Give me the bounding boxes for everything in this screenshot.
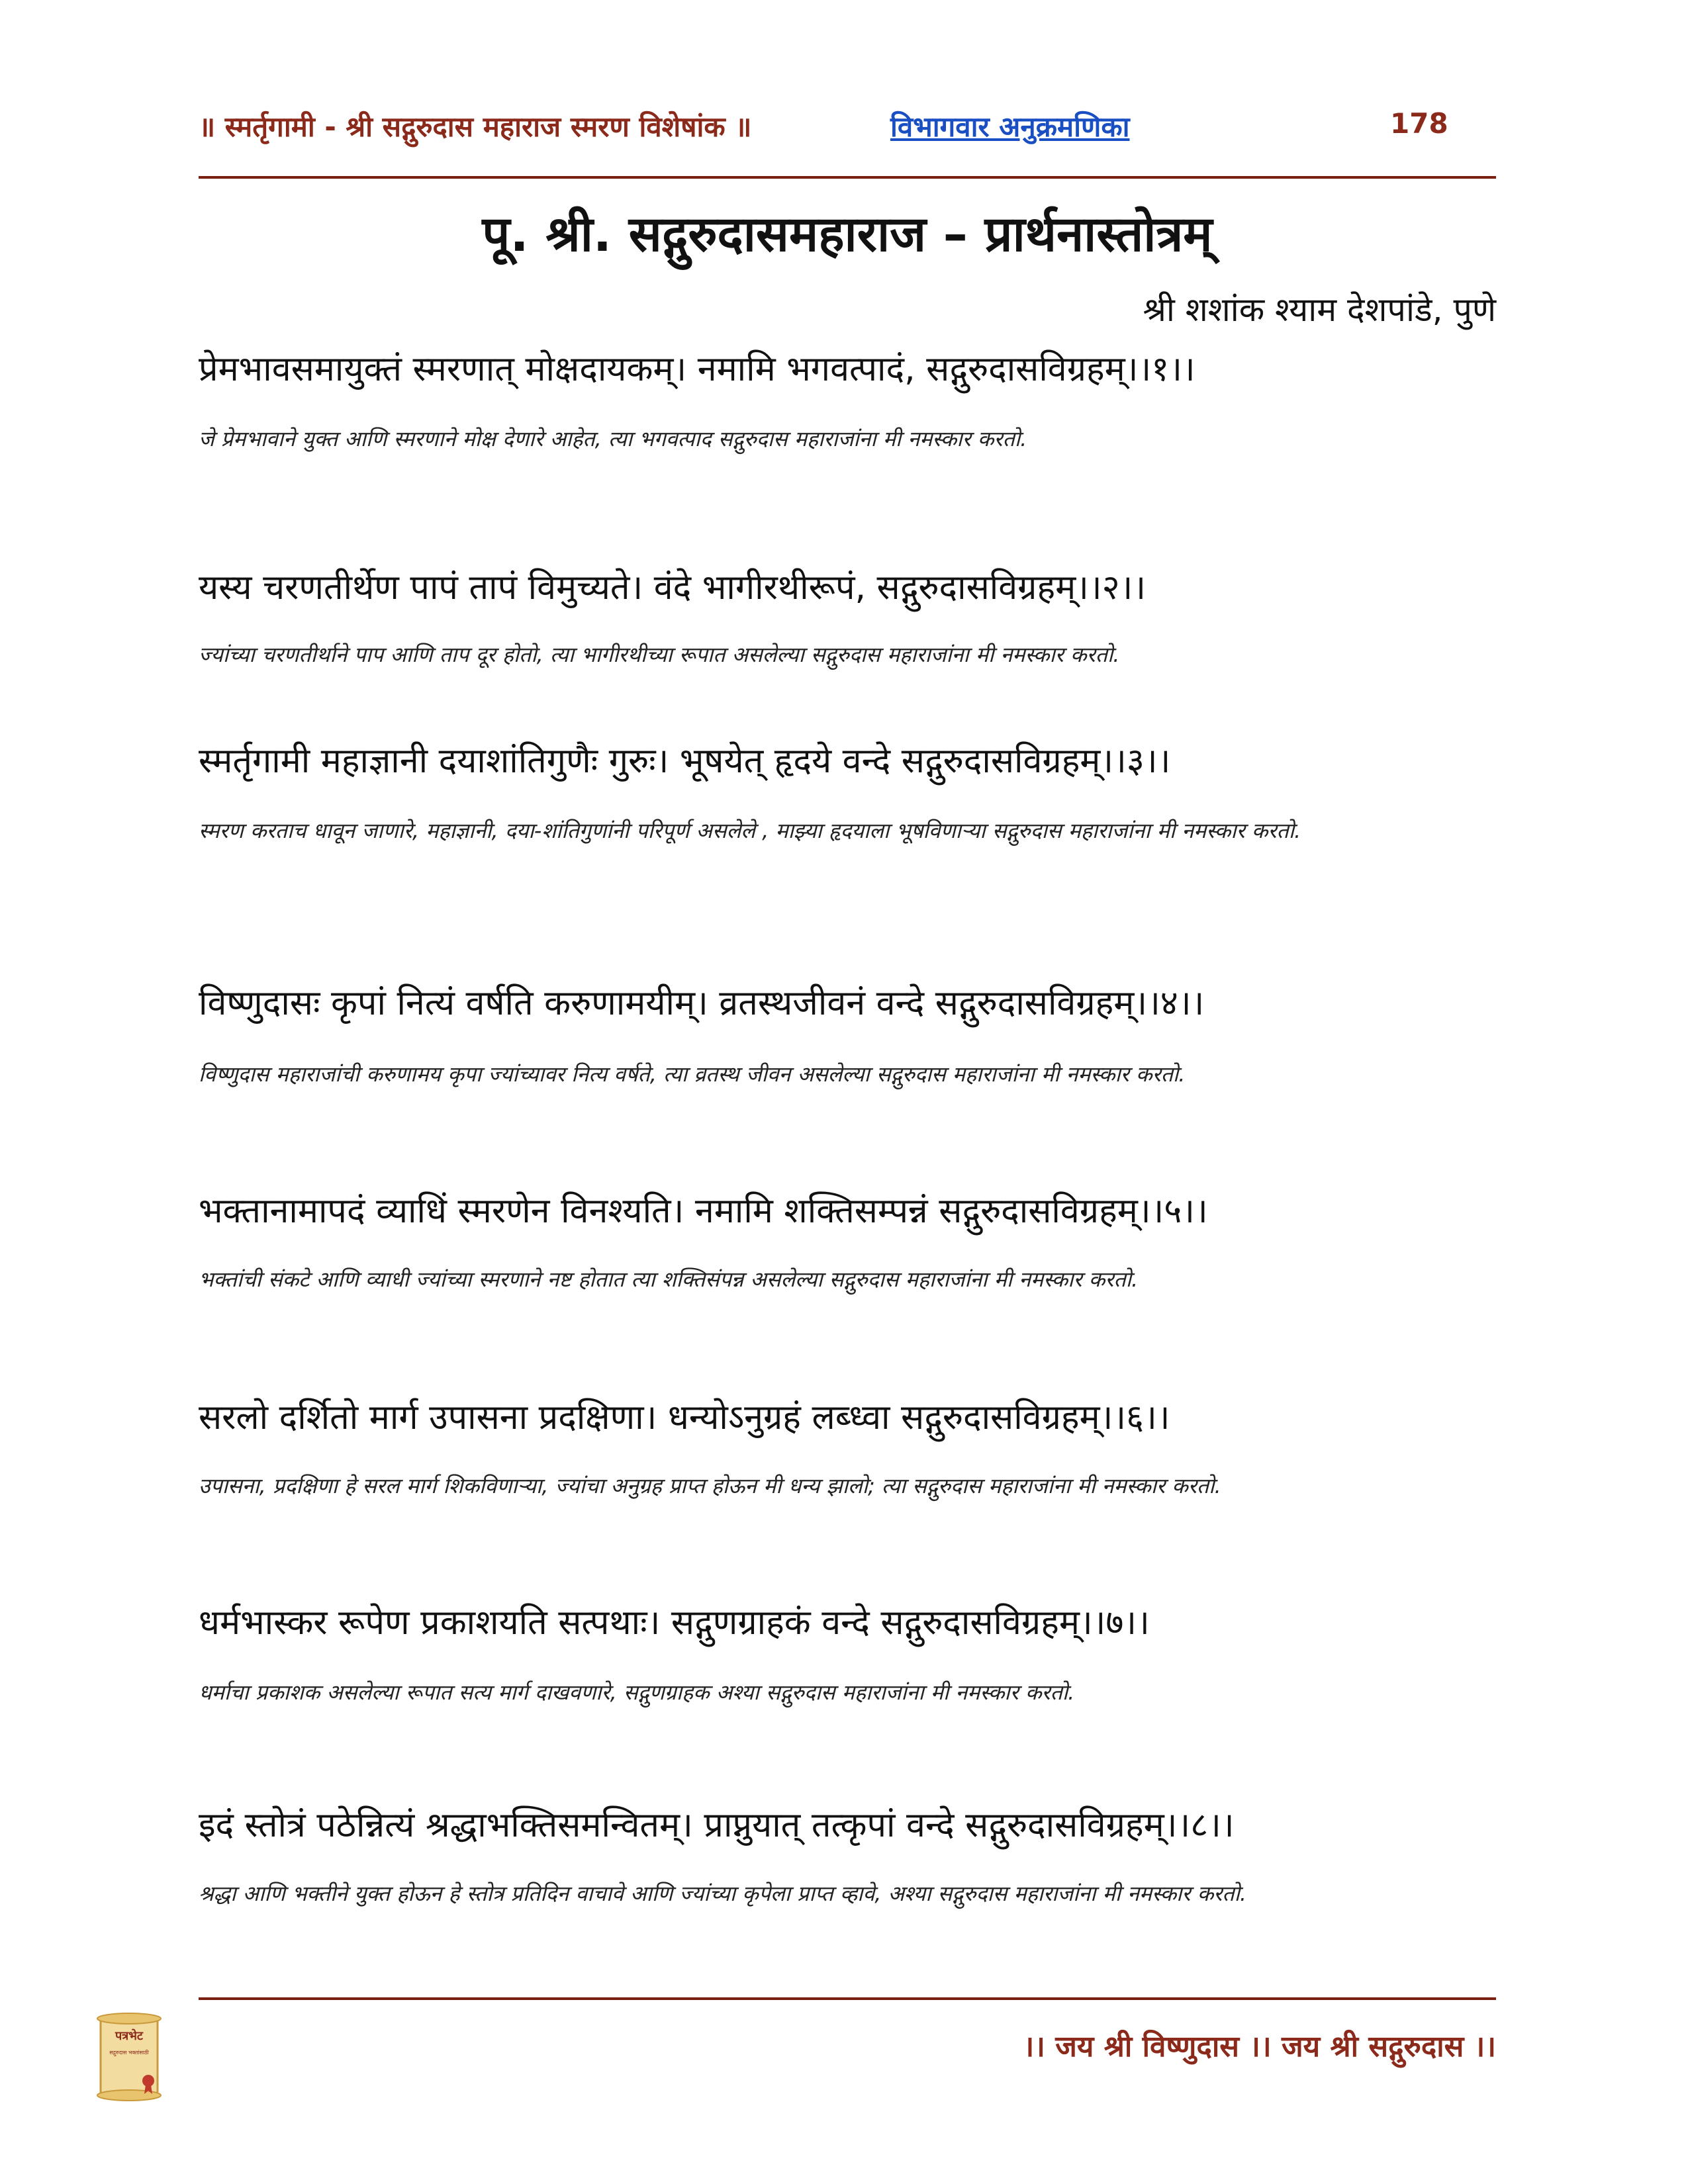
index-link[interactable]: विभागवार अनुक्रमणिका [890, 111, 1130, 143]
header-divider [199, 176, 1496, 179]
author-line: श्री शशांक श्याम देशपांडे, पुणे [1143, 291, 1496, 329]
meaning-3: स्मरण करताच धावून जाणारे, महाज्ञानी, दया-शांतिगुणांनी परिपूर्ण असलेले , माझ्या हृदयाला भूषविणाऱ्या सद्गुरुदास महाराजांना मी नमस्कार करतो. [199, 818, 1301, 843]
verse-3: स्मर्तृगामी महाज्ञानी दयाशांतिगुणैः गुरुः। भूषयेत् हृदये वन्दे सद्गुरुदासविग्रहम्।।३।। [199, 741, 1171, 781]
badge-subtitle: सद्गुरुदास भक्तांसाठी [109, 2050, 149, 2056]
footer-blessing: ।। जय श्री विष्णुदास ।। जय श्री सद्गुरुदास ।। [1023, 2030, 1496, 2064]
verse-4: विष्णुदासः कृपां नित्यं वर्षति करुणामयीम्। व्रतस्थजीवनं वन्दे सद्गुरुदासविग्रहम्।।४।। [199, 983, 1205, 1023]
meaning-1: जे प्रेमभावाने युक्त आणि स्मरणाने मोक्ष देणारे आहेत, त्या भगवत्पाद सद्गुरुदास महाराजांना मी नमस्कार करतो. [199, 426, 1027, 451]
patrabhet-badge [93, 2012, 165, 2111]
verse-7: धर्मभास्कर रूपेण प्रकाशयति सत्पथाः। सद्गुणग्राहकं वन्दे सद्गुरुदासविग्रहम्।।७।। [199, 1603, 1150, 1643]
scroll-icon [93, 2012, 165, 2111]
meaning-5: भक्तांची संकटे आणि व्याधी ज्यांच्या स्मरणाने नष्ट होतात त्या शक्तिसंपन्न असलेल्या सद्गुरुदास महाराजांना मी नमस्कार करतो. [199, 1267, 1139, 1292]
page-title: पू. श्री. सद्गुरुदासमहाराज – प्रार्थनास्तोत्रम् [482, 206, 1213, 263]
page-header [199, 99, 1496, 159]
page-number: 178 [1390, 107, 1448, 140]
meaning-7: धर्माचा प्रकाशक असलेल्या रूपात सत्य मार्ग दाखवणारे, सद्गुणग्राहक अश्या सद्गुरुदास महाराजांना मी नमस्कार करतो. [199, 1680, 1075, 1705]
verse-1: प्रेमभावसमायुक्तं स्मरणात् मोक्षदायकम्। नमामि भगवत्पादं, सद्गुरुदासविग्रहम्।।१।। [199, 349, 1196, 389]
verse-8: इदं स्तोत्रं पठेन्नित्यं श्रद्धाभक्तिसमन्वितम्। प्राप्नुयात् तत्कृपां वन्दे सद्गुरुदासविग्रहम्।।८।। [199, 1805, 1235, 1845]
meaning-6: उपासना, प्रदक्षिणा हे सरल मार्ग शिकविणाऱ्या, ज्यांचा अनुग्रह प्राप्त होऊन मी धन्य झालो; त्या सद्गुरुदास महाराजांना मी नमस्कार करतो. [199, 1473, 1221, 1498]
meaning-4: विष्णुदास महाराजांची करुणामय कृपा ज्यांच्यावर नित्य वर्षते, त्या व्रतस्थ जीवन असलेल्या सद्गुरुदास महाराजांना मी नमस्कार करतो. [199, 1062, 1186, 1087]
verse-2: यस्य चरणतीर्थेण पापं तापं विमुच्यते। वंदे भागीरथीरूपं, सद्गुरुदासविग्रहम्।।२।। [199, 568, 1147, 608]
meaning-8: श्रद्धा आणि भक्तीने युक्त होऊन हे स्तोत्र प्रतिदिन वाचावे आणि ज्यांच्या कृपेला प्राप्त व्हावे, अश्या सद्गुरुदास महाराजांना मी नमस्कार करतो. [199, 1881, 1247, 1906]
footer-divider [199, 1997, 1496, 2000]
verse-6: सरलो दर्शितो मार्ग उपासना प्रदक्षिणा। धन्योऽनुग्रहं लब्ध्वा सद्गुरुदासविग्रहम्।।६।। [199, 1398, 1170, 1437]
meaning-2: ज्यांच्या चरणतीर्थाने पाप आणि ताप दूर होतो, त्या भागीरथीच्या रूपात असलेल्या सद्गुरुदास महाराजांना मी नमस्कार करतो. [199, 642, 1120, 667]
badge-title: पत्रभेट [115, 2029, 143, 2043]
verse-5: भक्तानामापदं व्याधिं स्मरणेन विनश्यति। नमामि शक्तिसम्पन्नं सद्गुरुदासविग्रहम्।।५।। [199, 1191, 1208, 1231]
header-title: ॥ स्मर्तृगामी - श्री सद्गुरुदास महाराज स्मरण विशेषांक ॥ [199, 111, 752, 143]
